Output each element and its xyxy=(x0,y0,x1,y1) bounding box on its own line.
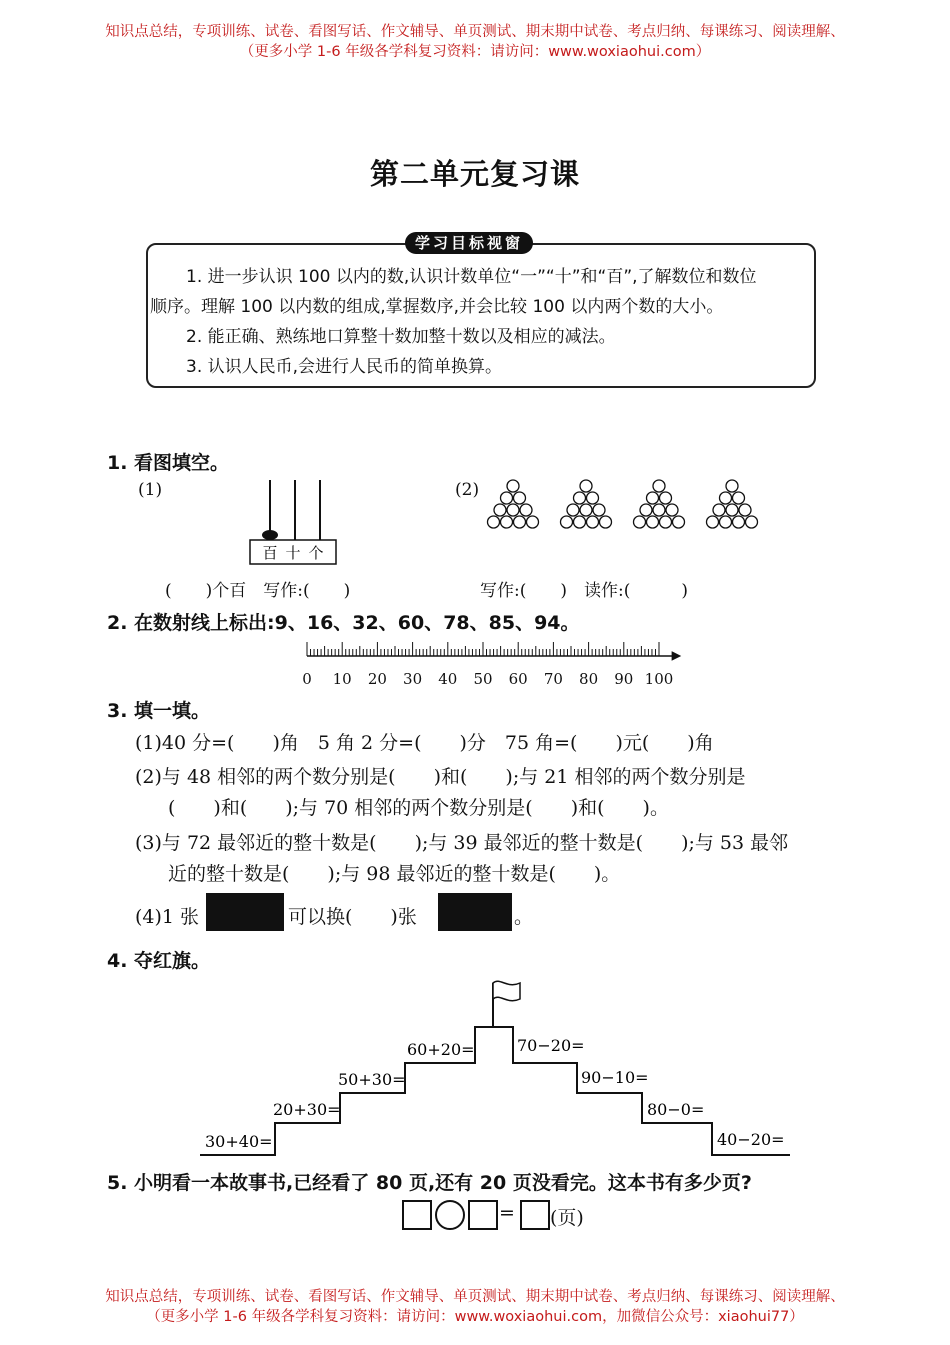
counting-circle xyxy=(587,516,599,528)
counting-circle xyxy=(640,504,652,516)
counting-circle xyxy=(720,492,732,504)
ray-tick-label: 100 xyxy=(644,670,674,688)
ray-tick-label: 60 xyxy=(508,670,528,688)
q3-line-1: (1)40 分=( )角 5 角 2 分=( )分 75 角=( )元( )角 xyxy=(135,732,714,754)
counting-circle xyxy=(660,492,672,504)
equals-sign: = xyxy=(499,1202,515,1224)
counting-circle xyxy=(501,492,513,504)
counting-circle xyxy=(653,504,665,516)
q3-line-6-middle: 可以换( )张 xyxy=(288,906,417,928)
q2-heading: 2. 在数射线上标出:9、16、32、60、78、85、94。 xyxy=(107,612,580,634)
q1-fill-1: ( )个百 写作:( ) xyxy=(165,581,351,601)
step-expr-2: 20+30= xyxy=(273,1100,341,1119)
number-ray xyxy=(295,636,695,696)
ray-arrow xyxy=(672,652,680,660)
abacus-label-tens: 十 xyxy=(285,544,301,562)
circle-groups-figure xyxy=(480,478,760,538)
q3-line-5: 近的整十数是( );与 98 最邻近的整十数是( )。 xyxy=(168,863,621,885)
counting-circle xyxy=(726,480,738,492)
step-expr-3: 50+30= xyxy=(338,1070,406,1089)
goal-line-1: 1. 进一步认识 100 以内的数,认识计数单位“一”“十”和“百”,了解数位和数位 xyxy=(186,267,757,287)
ray-tick-label: 70 xyxy=(543,670,563,688)
unit-label: (页) xyxy=(550,1207,584,1229)
counting-circle xyxy=(574,492,586,504)
counting-circle xyxy=(501,516,513,528)
footer-banner-line-1: 知识点总结，专项训练、试卷、看图写话、作文辅导、单页测试、期末期中试卷、考点归纳、每课练习、阅读理解、 xyxy=(105,1289,845,1305)
counting-circle xyxy=(580,504,592,516)
counting-circle xyxy=(647,492,659,504)
q1-fill-2: 写作:( ) 读作:( ) xyxy=(480,581,688,601)
counting-circle xyxy=(494,504,506,516)
ray-tick-label: 40 xyxy=(438,670,458,688)
abacus-bead xyxy=(262,530,278,540)
goal-line-3: 2. 能正确、熟练地口算整十数加整十数以及相应的减法。 xyxy=(186,327,616,347)
counting-circle xyxy=(647,516,659,528)
ray-tick-label: 20 xyxy=(367,670,387,688)
counting-circle xyxy=(587,492,599,504)
q1-sub1-label: (1) xyxy=(138,480,163,500)
counting-circle xyxy=(713,504,725,516)
step-expr-1: 30+40= xyxy=(205,1132,273,1151)
q1-heading: 1. 看图填空。 xyxy=(107,452,230,474)
stair-flag-figure xyxy=(195,975,815,1160)
header-banner-line-1: 知识点总结，专项训练、试卷、看图写话、作文辅导、单页测试、期末期中试卷、考点归纳、每课练习、阅读理解、 xyxy=(105,24,845,40)
q3-line-6-end: 。 xyxy=(514,906,534,928)
counting-circle xyxy=(527,516,539,528)
counting-circle xyxy=(746,516,758,528)
abacus-figure xyxy=(240,475,350,570)
answer-box-2[interactable] xyxy=(468,1200,498,1230)
ray-tick-label: 0 xyxy=(302,670,312,688)
abacus-label-hundreds: 百 xyxy=(262,544,278,562)
answer-box-result[interactable] xyxy=(520,1200,550,1230)
counting-circle xyxy=(673,516,685,528)
ray-tick-label: 50 xyxy=(473,670,493,688)
counting-circle xyxy=(561,516,573,528)
banknote-image-2 xyxy=(438,893,512,931)
q5-heading: 5. 小明看一本故事书,已经看了 80 页,还有 20 页没看完。这本书有多少页? xyxy=(107,1172,752,1194)
operator-circle[interactable] xyxy=(435,1200,465,1230)
q4-heading: 4. 夺红旗。 xyxy=(107,950,211,972)
banknote-image-1 xyxy=(206,893,284,931)
header-banner-line-2: （更多小学 1-6 年级各学科复习资料：请访问：www.woxiaohui.com） xyxy=(239,44,711,60)
footer-banner-line-2: （更多小学 1-6 年级各学科复习资料：请访问：www.woxiaohui.com，加微信公众号：xiaohui77） xyxy=(146,1309,804,1325)
q1-sub2-label: (2) xyxy=(455,480,480,500)
stair-outline xyxy=(200,1027,790,1155)
step-expr-8: 40−20= xyxy=(717,1130,785,1149)
counting-circle xyxy=(514,492,526,504)
counting-circle xyxy=(580,480,592,492)
step-expr-5: 70−20= xyxy=(517,1036,585,1055)
step-expr-4: 60+20= xyxy=(407,1040,475,1059)
q3-heading: 3. 填一填。 xyxy=(107,700,211,722)
goal-line-2: 顺序。理解 100 以内数的组成,掌握数序,并会比较 100 以内两个数的大小。 xyxy=(150,297,724,317)
answer-box-1[interactable] xyxy=(402,1200,432,1230)
counting-circle xyxy=(733,516,745,528)
counting-circle xyxy=(707,516,719,528)
counting-circle xyxy=(720,516,732,528)
counting-circle xyxy=(666,504,678,516)
counting-circle xyxy=(600,516,612,528)
step-expr-6: 90−10= xyxy=(581,1068,649,1087)
abacus-label-ones: 个 xyxy=(308,544,324,562)
ray-tick-label: 10 xyxy=(332,670,352,688)
ray-tick-label: 90 xyxy=(614,670,634,688)
q3-line-3: ( )和( );与 70 相邻的两个数分别是( )和( )。 xyxy=(168,797,669,819)
counting-circle xyxy=(514,516,526,528)
ray-tick-label: 80 xyxy=(579,670,599,688)
counting-circle xyxy=(488,516,500,528)
counting-circle xyxy=(574,516,586,528)
counting-circle xyxy=(739,504,751,516)
goals-tag: 学习目标视窗 xyxy=(405,232,533,254)
counting-circle xyxy=(593,504,605,516)
q3-line-4: (3)与 72 最邻近的整十数是( );与 39 最邻近的整十数是( );与 53 最邻 xyxy=(135,832,789,854)
counting-circle xyxy=(567,504,579,516)
counting-circle xyxy=(520,504,532,516)
step-expr-7: 80−0= xyxy=(647,1100,705,1119)
counting-circle xyxy=(653,480,665,492)
q3-line-6-start: (4)1 张 xyxy=(135,906,200,928)
page-title: 第二单元复习课 xyxy=(369,157,580,191)
counting-circle xyxy=(733,492,745,504)
counting-circle xyxy=(507,480,519,492)
counting-circle xyxy=(726,504,738,516)
goal-line-4: 3. 认识人民币,会进行人民币的简单换算。 xyxy=(186,357,503,377)
q3-line-2: (2)与 48 相邻的两个数分别是( )和( );与 21 相邻的两个数分别是 xyxy=(135,766,746,788)
counting-circle xyxy=(507,504,519,516)
ray-tick-label: 30 xyxy=(403,670,423,688)
counting-circle xyxy=(660,516,672,528)
flag-icon xyxy=(493,981,520,1000)
counting-circle xyxy=(634,516,646,528)
